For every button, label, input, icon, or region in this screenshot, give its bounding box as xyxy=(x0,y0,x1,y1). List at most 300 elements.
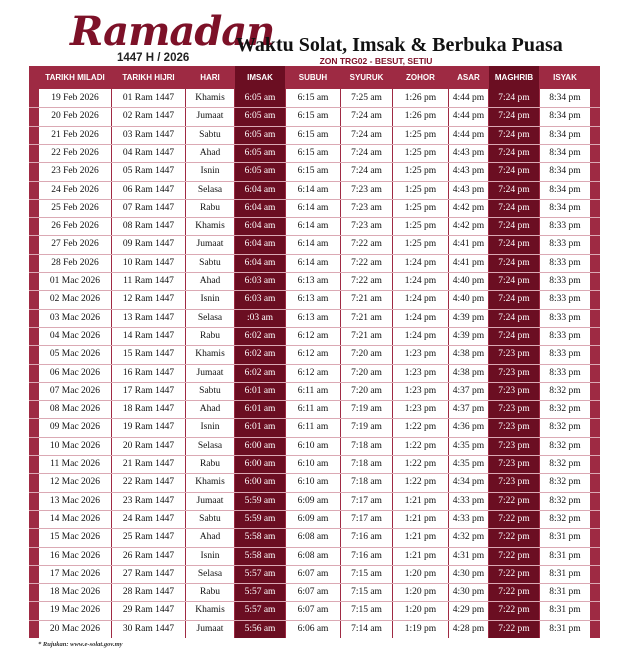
cell-maghrib: 7:23 pm xyxy=(498,422,530,433)
cell-tarikh-hijri: 23 Ram 1447 xyxy=(122,495,175,506)
cell-maghrib: 7:24 pm xyxy=(498,166,530,177)
table-row xyxy=(29,254,600,272)
cell-maghrib: 7:24 pm xyxy=(498,129,530,140)
cell-zohor: 1:26 pm xyxy=(404,93,437,103)
header-tarikh-miladi: TARIKH MILADI xyxy=(45,73,105,82)
row-divider xyxy=(29,107,600,108)
row-divider xyxy=(29,181,600,182)
cell-syuruk: 7:21 am xyxy=(351,330,382,341)
cell-zohor: 1:24 pm xyxy=(404,257,437,268)
cell-tarikh-miladi: 18 Mac 2026 xyxy=(49,587,101,598)
cell-tarikh-hijri: 27 Ram 1447 xyxy=(122,568,175,579)
row-divider xyxy=(29,620,600,621)
cell-syuruk: 7:16 am xyxy=(351,550,382,561)
cell-tarikh-hijri: 03 Ram 1447 xyxy=(122,129,175,140)
row-divider xyxy=(29,583,600,584)
cell-syuruk: 7:17 am xyxy=(351,513,382,524)
table-row xyxy=(29,510,600,528)
table-row xyxy=(29,345,600,363)
cell-subuh: 6:14 am xyxy=(297,202,329,213)
cell-zohor: 1:23 pm xyxy=(404,385,437,396)
cell-asar: 4:42 pm xyxy=(452,202,485,213)
cell-syuruk: 7:20 am xyxy=(351,349,382,360)
cell-subuh: 6:13 am xyxy=(297,312,329,323)
cell-zohor: 1:22 pm xyxy=(404,422,437,433)
header-tarikh-hijri: TARIKH HIJRI xyxy=(122,73,175,82)
cell-isyak: 8:34 pm xyxy=(549,147,581,158)
cell-asar: 4:34 pm xyxy=(452,477,485,488)
cell-asar: 4:44 pm xyxy=(452,111,485,122)
cell-hari: Selasa xyxy=(197,440,223,451)
cell-asar: 4:30 pm xyxy=(452,568,485,579)
cell-zohor: 1:21 pm xyxy=(404,532,437,543)
cell-tarikh-hijri: 11 Ram 1447 xyxy=(123,276,174,286)
cell-isyak: 8:32 pm xyxy=(549,495,581,506)
cell-zohor: 1:24 pm xyxy=(404,294,437,305)
cell-hari: Ahad xyxy=(199,532,221,543)
cell-tarikh-hijri: 09 Ram 1447 xyxy=(122,239,175,250)
cell-hari: Sabtu xyxy=(199,257,221,268)
row-divider xyxy=(29,382,600,383)
cell-subuh: 6:07 am xyxy=(297,605,329,616)
cell-maghrib: 7:24 pm xyxy=(498,221,530,232)
cell-tarikh-miladi: 19 Mac 2026 xyxy=(49,605,101,616)
cell-hari: Ahad xyxy=(199,147,221,158)
cell-tarikh-miladi: 09 Mac 2026 xyxy=(49,422,101,433)
table-row xyxy=(29,620,600,638)
cell-maghrib: 7:24 pm xyxy=(498,93,530,103)
cell-asar: 4:35 pm xyxy=(452,459,485,469)
cell-zohor: 1:25 pm xyxy=(404,184,437,195)
cell-asar: 4:44 pm xyxy=(452,129,485,140)
cell-tarikh-miladi: 25 Feb 2026 xyxy=(51,202,99,213)
cell-syuruk: 7:15 am xyxy=(351,587,382,598)
table-row xyxy=(29,382,600,400)
cell-isyak: 8:33 pm xyxy=(549,312,581,323)
cell-asar: 4:37 pm xyxy=(452,385,485,396)
cell-maghrib: 7:22 pm xyxy=(498,605,530,616)
row-divider xyxy=(29,418,600,419)
table-row xyxy=(29,327,600,345)
cell-subuh: 6:08 am xyxy=(297,532,329,543)
page-title: Waktu Solat, Imsak & Berbuka Puasa xyxy=(236,34,563,56)
cell-subuh: 6:09 am xyxy=(297,495,329,506)
header-maghrib: MAGHRIB xyxy=(489,66,539,89)
cell-imsak: 6:04 am xyxy=(244,184,276,195)
cell-zohor: 1:24 pm xyxy=(404,330,437,341)
cell-subuh: 6:15 am xyxy=(297,111,329,122)
cell-tarikh-hijri: 08 Ram 1447 xyxy=(122,221,175,232)
cell-maghrib: 7:24 pm xyxy=(498,239,530,250)
cell-tarikh-hijri: 22 Ram 1447 xyxy=(122,477,175,488)
row-divider xyxy=(29,272,600,273)
cell-zohor: 1:25 pm xyxy=(404,202,437,213)
row-divider xyxy=(29,510,600,511)
cell-tarikh-miladi: 05 Mac 2026 xyxy=(49,349,101,360)
cell-zohor: 1:23 pm xyxy=(404,367,437,378)
cell-subuh: 6:10 am xyxy=(297,459,329,469)
cell-hari: Khamis xyxy=(195,349,225,360)
cell-tarikh-miladi: 16 Mac 2026 xyxy=(49,550,101,561)
cell-imsak: :03 am xyxy=(246,312,274,323)
cell-asar: 4:44 pm xyxy=(452,93,485,103)
table-row xyxy=(29,400,600,418)
cell-tarikh-hijri: 17 Ram 1447 xyxy=(122,385,175,396)
cell-zohor: 1:20 pm xyxy=(404,587,437,598)
cell-syuruk: 7:24 am xyxy=(351,166,382,177)
cell-zohor: 1:25 pm xyxy=(404,221,437,232)
cell-imsak: 5:57 am xyxy=(244,605,276,616)
cell-asar: 4:40 pm xyxy=(452,276,485,286)
cell-hari: Khamis xyxy=(195,605,225,616)
cell-syuruk: 7:19 am xyxy=(351,404,382,415)
cell-imsak: 5:59 am xyxy=(244,513,276,524)
cell-syuruk: 7:20 am xyxy=(351,385,382,396)
table-row xyxy=(29,455,600,473)
cell-asar: 4:43 pm xyxy=(452,147,485,158)
cell-hari: Isnin xyxy=(200,166,220,177)
cell-maghrib: 7:24 pm xyxy=(498,330,530,341)
header-imsak: IMSAK xyxy=(235,66,285,89)
cell-subuh: 6:14 am xyxy=(297,221,329,232)
cell-isyak: 8:32 pm xyxy=(549,440,581,451)
cell-syuruk: 7:24 am xyxy=(351,111,382,122)
cell-tarikh-miladi: 15 Mac 2026 xyxy=(49,532,101,543)
cell-imsak: 5:58 am xyxy=(244,532,276,543)
cell-isyak: 8:33 pm xyxy=(549,239,581,250)
cell-hari: Khamis xyxy=(195,221,225,232)
table-row xyxy=(29,126,600,144)
cell-imsak: 6:00 am xyxy=(244,477,276,488)
cell-imsak: 5:59 am xyxy=(244,495,276,506)
cell-imsak: 6:01 am xyxy=(244,422,276,433)
table-row xyxy=(29,290,600,308)
cell-maghrib: 7:24 pm xyxy=(498,312,530,323)
cell-isyak: 8:34 pm xyxy=(549,184,581,195)
row-divider xyxy=(29,492,600,493)
table-row xyxy=(29,309,600,327)
cell-imsak: 6:05 am xyxy=(244,93,276,103)
cell-zohor: 1:26 pm xyxy=(404,111,437,122)
cell-tarikh-miladi: 19 Feb 2026 xyxy=(51,93,99,103)
cell-isyak: 8:33 pm xyxy=(549,257,581,268)
cell-isyak: 8:33 pm xyxy=(549,221,581,232)
cell-imsak: 6:05 am xyxy=(244,166,276,177)
header-zohor: ZOHOR xyxy=(406,73,435,82)
cell-subuh: 6:15 am xyxy=(297,166,329,177)
zone-subtitle: ZON TRG02 - BESUT, SETIU xyxy=(319,56,433,66)
cell-asar: 4:39 pm xyxy=(452,312,485,323)
row-divider xyxy=(29,144,600,145)
cell-maghrib: 7:24 pm xyxy=(498,147,530,158)
cell-tarikh-hijri: 02 Ram 1447 xyxy=(122,111,175,122)
cell-zohor: 1:23 pm xyxy=(404,349,437,360)
cell-syuruk: 7:23 am xyxy=(351,202,382,213)
cell-isyak: 8:33 pm xyxy=(549,349,581,360)
cell-syuruk: 7:25 am xyxy=(351,93,382,103)
cell-isyak: 8:32 pm xyxy=(549,385,581,396)
cell-maghrib: 7:24 pm xyxy=(498,294,530,305)
cell-isyak: 8:31 pm xyxy=(549,587,581,598)
cell-tarikh-hijri: 05 Ram 1447 xyxy=(122,166,175,177)
cell-isyak: 8:32 pm xyxy=(549,404,581,415)
cell-zohor: 1:23 pm xyxy=(404,404,437,415)
cell-maghrib: 7:22 pm xyxy=(498,513,530,524)
cell-syuruk: 7:14 am xyxy=(351,623,382,634)
cell-syuruk: 7:23 am xyxy=(351,221,382,232)
row-divider xyxy=(29,327,600,328)
cell-tarikh-hijri: 14 Ram 1447 xyxy=(122,330,175,341)
cell-asar: 4:38 pm xyxy=(452,367,485,378)
cell-syuruk: 7:23 am xyxy=(351,184,382,195)
row-divider xyxy=(29,473,600,474)
cell-imsak: 5:56 am xyxy=(244,623,276,634)
cell-isyak: 8:34 pm xyxy=(549,129,581,140)
cell-tarikh-miladi: 22 Feb 2026 xyxy=(51,147,99,158)
cell-subuh: 6:10 am xyxy=(297,440,329,451)
cell-imsak: 5:58 am xyxy=(244,550,276,561)
cell-syuruk: 7:20 am xyxy=(351,367,382,378)
cell-tarikh-hijri: 28 Ram 1447 xyxy=(122,587,175,598)
cell-syuruk: 7:21 am xyxy=(351,312,382,323)
footnote: * Rujukan: www.e-solat.gov.my xyxy=(38,641,123,648)
cell-tarikh-hijri: 10 Ram 1447 xyxy=(122,257,175,268)
cell-syuruk: 7:15 am xyxy=(351,568,382,579)
table-row xyxy=(29,528,600,546)
cell-imsak: 6:01 am xyxy=(244,404,276,415)
cell-tarikh-miladi: 02 Mac 2026 xyxy=(49,294,101,305)
cell-tarikh-miladi: 17 Mac 2026 xyxy=(49,568,101,579)
cell-tarikh-miladi: 24 Feb 2026 xyxy=(51,184,99,195)
cell-tarikh-miladi: 23 Feb 2026 xyxy=(51,166,99,177)
header-hari: HARI xyxy=(200,73,220,82)
ramadan-logo xyxy=(70,8,275,66)
row-divider xyxy=(29,601,600,602)
cell-asar: 4:32 pm xyxy=(452,532,485,543)
cell-maghrib: 7:23 pm xyxy=(498,385,530,396)
cell-tarikh-miladi: 14 Mac 2026 xyxy=(49,513,101,524)
cell-zohor: 1:24 pm xyxy=(404,312,437,323)
row-divider xyxy=(29,565,600,566)
cell-subuh: 6:13 am xyxy=(297,276,329,286)
logo-year: 1447 H / 2026 xyxy=(117,52,190,64)
cell-asar: 4:30 pm xyxy=(452,587,485,598)
cell-tarikh-hijri: 25 Ram 1447 xyxy=(122,532,175,543)
cell-hari: Jumaat xyxy=(196,239,224,250)
cell-asar: 4:38 pm xyxy=(452,349,485,360)
cell-maghrib: 7:23 pm xyxy=(498,477,530,488)
cell-zohor: 1:25 pm xyxy=(404,129,437,140)
row-divider xyxy=(29,217,600,218)
cell-zohor: 1:22 pm xyxy=(404,477,437,488)
cell-maghrib: 7:22 pm xyxy=(498,568,530,579)
cell-isyak: 8:31 pm xyxy=(549,623,581,634)
table-row xyxy=(29,272,600,290)
cell-zohor: 1:25 pm xyxy=(404,239,437,250)
cell-syuruk: 7:19 am xyxy=(351,422,382,433)
cell-isyak: 8:34 pm xyxy=(549,111,581,122)
row-divider xyxy=(29,400,600,401)
cell-hari: Sabtu xyxy=(199,385,221,396)
cell-maghrib: 7:24 pm xyxy=(498,202,530,213)
cell-syuruk: 7:24 am xyxy=(351,129,382,140)
cell-subuh: 6:07 am xyxy=(297,587,329,598)
cell-maghrib: 7:22 pm xyxy=(498,532,530,543)
cell-tarikh-hijri: 16 Ram 1447 xyxy=(122,367,175,378)
cell-subuh: 6:15 am xyxy=(297,129,329,140)
cell-asar: 4:42 pm xyxy=(452,221,485,232)
cell-tarikh-miladi: 11 Mac 2026 xyxy=(50,459,100,469)
table-row xyxy=(29,199,600,217)
cell-hari: Sabtu xyxy=(199,513,221,524)
cell-subuh: 6:10 am xyxy=(297,477,329,488)
cell-hari: Rabu xyxy=(199,202,221,213)
cell-imsak: 6:01 am xyxy=(244,385,276,396)
cell-hari: Khamis xyxy=(195,93,225,103)
cell-tarikh-hijri: 30 Ram 1447 xyxy=(122,623,175,634)
cell-asar: 4:28 pm xyxy=(452,623,485,634)
cell-hari: Ahad xyxy=(199,404,221,415)
cell-asar: 4:31 pm xyxy=(452,550,485,561)
table-row xyxy=(29,583,600,601)
cell-tarikh-miladi: 27 Feb 2026 xyxy=(51,239,99,250)
row-divider xyxy=(29,547,600,548)
cell-tarikh-miladi: 10 Mac 2026 xyxy=(49,440,101,451)
cell-maghrib: 7:22 pm xyxy=(498,550,530,561)
table-row xyxy=(29,601,600,619)
cell-subuh: 6:12 am xyxy=(297,367,329,378)
cell-maghrib: 7:24 pm xyxy=(498,276,530,286)
cell-imsak: 6:04 am xyxy=(244,202,276,213)
cell-asar: 4:41 pm xyxy=(452,257,485,268)
cell-subuh: 6:09 am xyxy=(297,513,329,524)
cell-imsak: 6:02 am xyxy=(244,330,276,341)
cell-imsak: 5:57 am xyxy=(244,568,276,579)
cell-asar: 4:36 pm xyxy=(452,422,485,433)
cell-tarikh-hijri: 12 Ram 1447 xyxy=(122,294,175,305)
cell-subuh: 6:08 am xyxy=(297,550,329,561)
table-row xyxy=(29,144,600,162)
cell-zohor: 1:19 pm xyxy=(404,623,437,634)
cell-hari: Jumaat xyxy=(196,111,224,122)
cell-syuruk: 7:18 am xyxy=(351,440,382,451)
cell-subuh: 6:14 am xyxy=(297,257,329,268)
table-row xyxy=(29,418,600,436)
cell-zohor: 1:24 pm xyxy=(404,276,437,286)
table-row xyxy=(29,89,600,107)
cell-subuh: 6:11 am xyxy=(297,385,329,396)
cell-hari: Sabtu xyxy=(199,129,221,140)
cell-imsak: 5:57 am xyxy=(244,587,276,598)
cell-maghrib: 7:22 pm xyxy=(498,587,530,598)
cell-zohor: 1:20 pm xyxy=(404,605,437,616)
cell-isyak: 8:34 pm xyxy=(549,166,581,177)
cell-hari: Isnin xyxy=(200,422,220,433)
table-row xyxy=(29,217,600,235)
cell-hari: Isnin xyxy=(200,294,220,305)
cell-isyak: 8:33 pm xyxy=(549,294,581,305)
cell-tarikh-miladi: 07 Mac 2026 xyxy=(49,385,101,396)
cell-asar: 4:39 pm xyxy=(452,330,485,341)
cell-subuh: 6:15 am xyxy=(297,93,329,103)
cell-tarikh-miladi: 28 Feb 2026 xyxy=(51,257,99,268)
table-row xyxy=(29,547,600,565)
cell-hari: Selasa xyxy=(197,568,223,579)
cell-zohor: 1:22 pm xyxy=(404,440,437,451)
row-divider xyxy=(29,437,600,438)
header-asar: ASAR xyxy=(457,73,480,82)
cell-syuruk: 7:22 am xyxy=(351,257,382,268)
table-row xyxy=(29,181,600,199)
cell-isyak: 8:32 pm xyxy=(549,513,581,524)
cell-tarikh-hijri: 04 Ram 1447 xyxy=(122,147,175,158)
row-divider xyxy=(29,309,600,310)
table-header xyxy=(29,66,600,89)
cell-isyak: 8:33 pm xyxy=(549,367,581,378)
cell-tarikh-miladi: 06 Mac 2026 xyxy=(49,367,101,378)
cell-isyak: 8:33 pm xyxy=(549,276,581,286)
cell-zohor: 1:21 pm xyxy=(404,495,437,506)
cell-asar: 4:29 pm xyxy=(452,605,485,616)
cell-hari: Rabu xyxy=(199,459,221,469)
cell-asar: 4:35 pm xyxy=(452,440,485,451)
cell-tarikh-miladi: 13 Mac 2026 xyxy=(49,495,101,506)
cell-zohor: 1:22 pm xyxy=(404,459,437,469)
cell-subuh: 6:14 am xyxy=(297,239,329,250)
cell-tarikh-miladi: 04 Mac 2026 xyxy=(49,330,101,341)
cell-maghrib: 7:23 pm xyxy=(498,367,530,378)
cell-tarikh-miladi: 21 Feb 2026 xyxy=(51,129,99,140)
cell-imsak: 6:05 am xyxy=(244,111,276,122)
cell-hari: Khamis xyxy=(195,477,225,488)
cell-zohor: 1:21 pm xyxy=(404,550,437,561)
cell-hari: Jumaat xyxy=(196,623,224,634)
cell-tarikh-hijri: 26 Ram 1447 xyxy=(122,550,175,561)
cell-imsak: 6:04 am xyxy=(244,257,276,268)
cell-imsak: 6:05 am xyxy=(244,147,276,158)
cell-asar: 4:43 pm xyxy=(452,184,485,195)
table-row xyxy=(29,473,600,491)
cell-tarikh-miladi: 12 Mac 2026 xyxy=(49,477,101,488)
cell-tarikh-hijri: 24 Ram 1447 xyxy=(122,513,175,524)
cell-asar: 4:43 pm xyxy=(452,166,485,177)
cell-asar: 4:40 pm xyxy=(452,294,485,305)
cell-hari: Ahad xyxy=(199,276,221,286)
cell-maghrib: 7:23 pm xyxy=(498,349,530,360)
cell-imsak: 6:02 am xyxy=(244,367,276,378)
row-divider xyxy=(29,455,600,456)
cell-asar: 4:33 pm xyxy=(452,495,485,506)
cell-tarikh-miladi: 01 Mac 2026 xyxy=(49,276,101,286)
header-isyak: ISYAK xyxy=(553,73,577,82)
cell-hari: Selasa xyxy=(197,312,223,323)
header-syuruk: SYURUK xyxy=(349,73,384,82)
cell-maghrib: 7:22 pm xyxy=(498,495,530,506)
cell-tarikh-miladi: 08 Mac 2026 xyxy=(49,404,101,415)
cell-tarikh-hijri: 15 Ram 1447 xyxy=(122,349,175,360)
cell-tarikh-miladi: 03 Mac 2026 xyxy=(49,312,101,323)
cell-maghrib: 7:24 pm xyxy=(498,184,530,195)
cell-syuruk: 7:22 am xyxy=(351,276,382,286)
cell-syuruk: 7:17 am xyxy=(351,495,382,506)
cell-isyak: 8:33 pm xyxy=(549,330,581,341)
header-subuh: SUBUH xyxy=(298,73,328,82)
row-divider xyxy=(29,254,600,255)
cell-maghrib: 7:22 pm xyxy=(498,623,530,634)
cell-syuruk: 7:24 am xyxy=(351,147,382,158)
table-row xyxy=(29,107,600,125)
table-row xyxy=(29,235,600,253)
